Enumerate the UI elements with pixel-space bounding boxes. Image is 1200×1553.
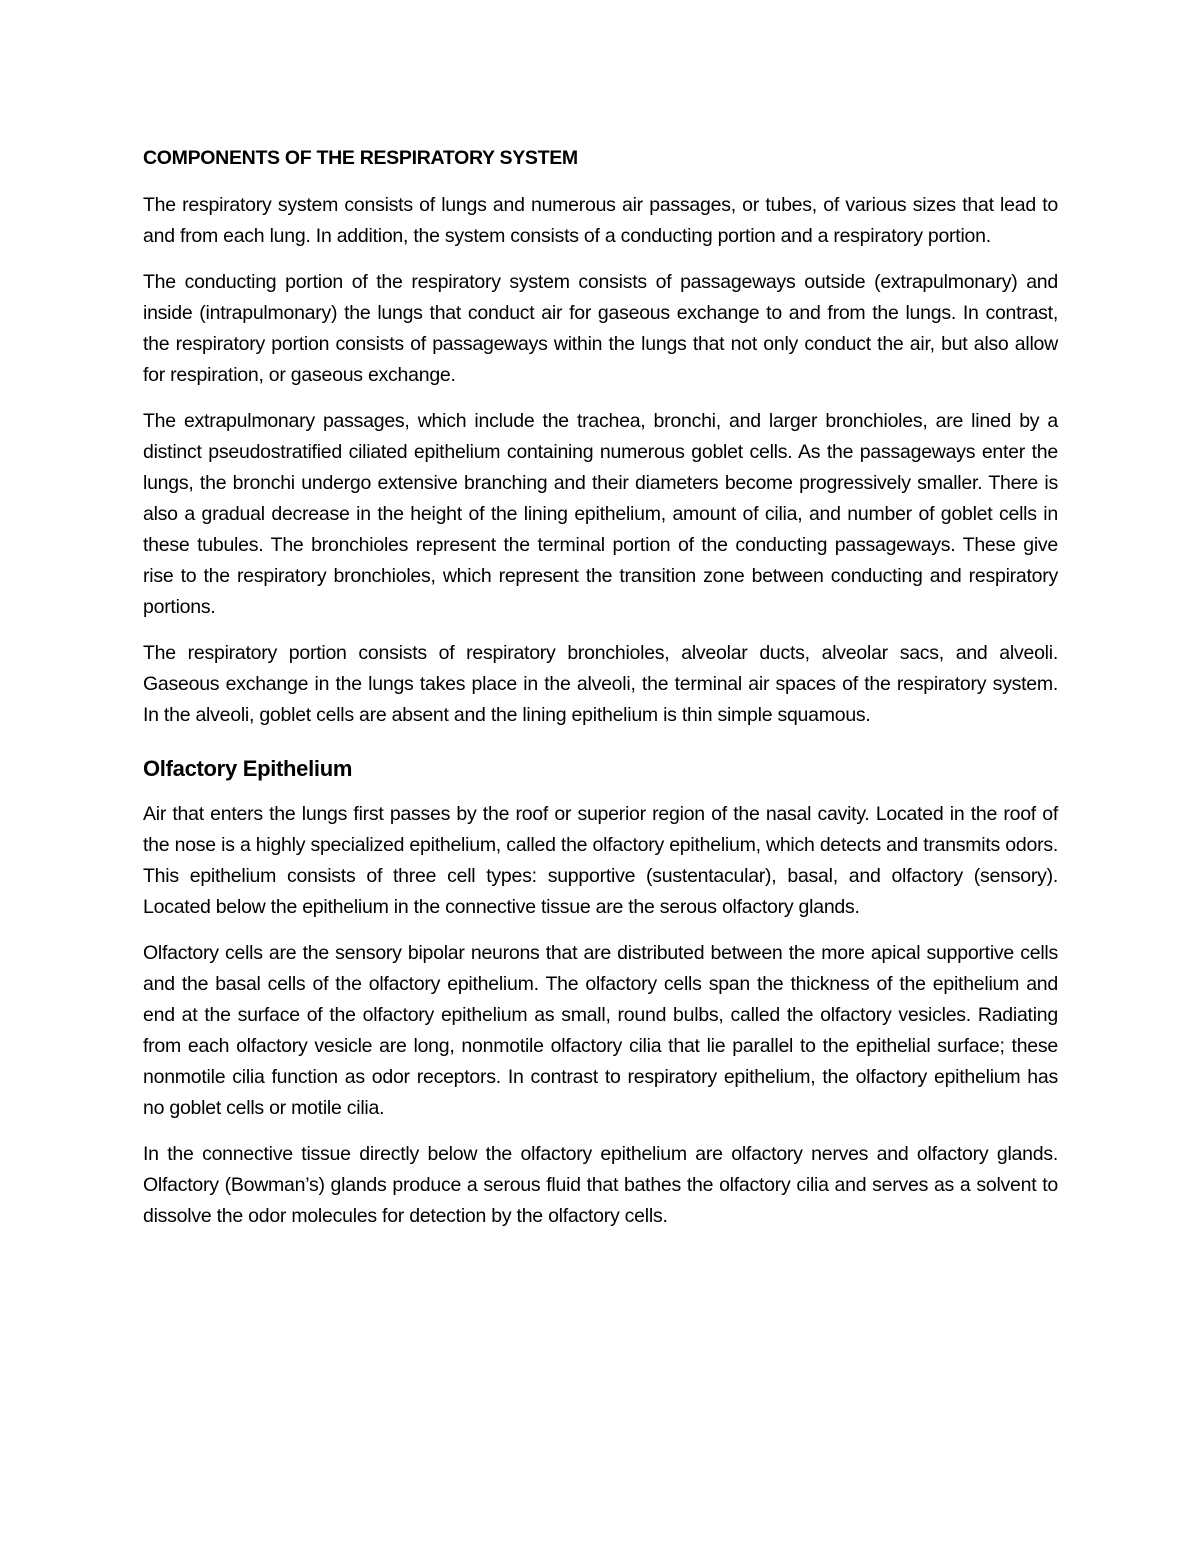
section-heading-olfactory-epithelium: Olfactory Epithelium [143, 756, 353, 781]
document-page [143, 143, 1058, 1247]
paragraph-olfactory-cells: Olfactory cells are the sensory bipolar neurons that are distributed between the more apical supportive cells and the basal cells of the olfactory epithelium. The olfactory cells span the thickness of the epithelium and end at the surface of the olfactory epithelium as small, round bulbs, called the olfactory vesicles. Radiating from each olfactory vesicle are long, nonmotile olfactory cilia that lie parallel to the epithelial surface; these nonmotile cilia function as odor receptors. In contrast to respiratory epithelium, the olfactory epithelium has no goblet cells or motile cilia. [143, 942, 1058, 1119]
paragraph-olfactory-glands: In the connective tissue directly below the olfactory epithelium are olfactory nerves and olfactory glands. Olfactory (Bowman’s) glands produce a serous fluid that bathes the olfactory cilia and serves as a solvent to dissolve the odor molecules for detection by the olfactory cells. [143, 1143, 1058, 1227]
document-title: COMPONENTS OF THE RESPIRATORY SYSTEM [143, 147, 578, 169]
paragraph-extrapulmonary-passages: The extrapulmonary passages, which include the trachea, bronchi, and larger bronchioles, are lined by a distinct pseudostratified ciliated epithelium containing numerous goblet cells. As the passageways enter the lungs, the bronchi undergo extensive branching and their diameters become progressively smaller. There is also a gradual decrease in the height of the lining epithelium, amount of cilia, and number of goblet cells in these tubules. The bronchioles represent the terminal portion of the conducting passageways. These give rise to the respiratory bronchioles, which represent the transition zone between conducting and respiratory portions. [143, 410, 1058, 618]
paragraph-respiratory-portion: The respiratory portion consists of respiratory bronchioles, alveolar ducts, alveolar sacs, and alveoli. Gaseous exchange in the lungs takes place in the alveoli, the terminal air spaces of the respiratory system. In the alveoli, goblet cells are absent and the lining epithelium is thin simple squamous. [143, 642, 1058, 726]
paragraph-conducting-portion: The conducting portion of the respiratory system consists of passageways outside (extrapulmonary) and inside (intrapulmonary) the lungs that conduct air for gaseous exchange to and from the lungs. In contrast, the respiratory portion consists of passageways within the lungs that not only conduct the air, but also allow for respiration, or gaseous exchange. [143, 271, 1058, 386]
paragraph-olfactory-intro: Air that enters the lungs first passes by the roof or superior region of the nasal cavity. Located in the roof of the nose is a highly specialized epithelium, called the olfactory epithelium, which detects and transmits odors. This epithelium consists of three cell types: supportive (sustentacular), basal, and olfactory (sensory). Located below the epithelium in the connective tissue are the serous olfactory glands. [143, 803, 1058, 918]
paragraph-overview: The respiratory system consists of lungs and numerous air passages, or tubes, of various sizes that lead to and from each lung. In addition, the system consists of a conducting portion and a respiratory portion. [143, 194, 1058, 247]
